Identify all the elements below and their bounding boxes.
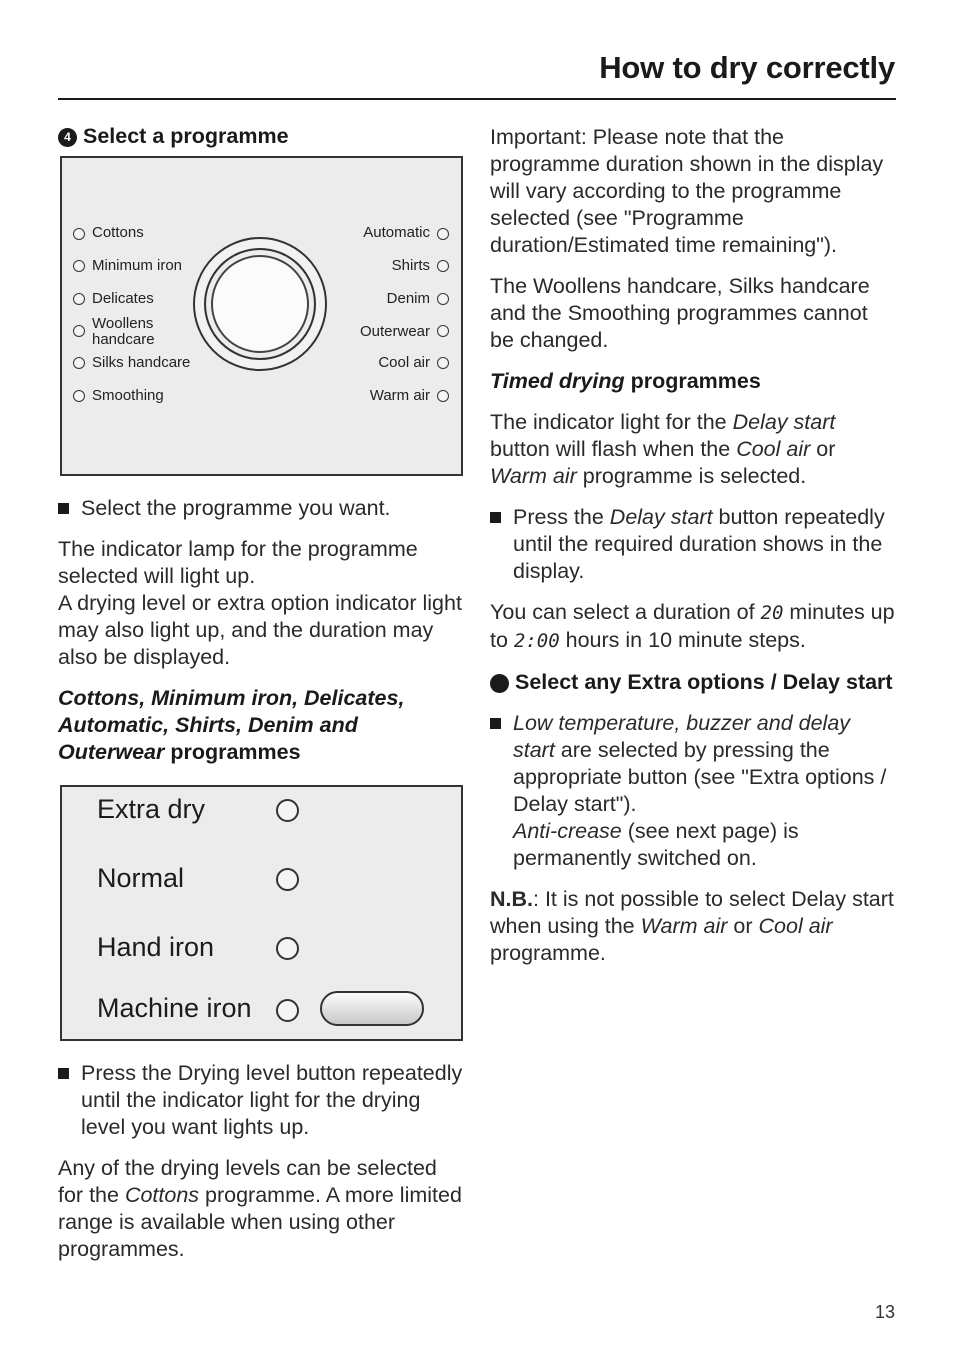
led-machine-iron bbox=[276, 999, 299, 1022]
display-2-00: 2:00 bbox=[513, 630, 560, 652]
programme-selector-panel bbox=[60, 156, 463, 476]
para-indicator-lamp: The indicator lamp for the programme selected will light up. bbox=[58, 537, 418, 588]
programme-label-delicates: Delicates bbox=[92, 290, 154, 307]
para-woollens: The Woollens handcare, Silks handcare and the Smoothing programmes cannot be changed. bbox=[490, 274, 870, 352]
programme-selector-dial[interactable] bbox=[193, 237, 327, 371]
drying-level-machine-iron: Machine iron bbox=[97, 993, 252, 1023]
step4-heading bbox=[58, 123, 463, 150]
step-number-badge: 4 bbox=[58, 128, 77, 147]
drying-level-extra-dry: Extra dry bbox=[97, 794, 206, 824]
led-warm-air bbox=[437, 390, 449, 402]
led-delicates bbox=[73, 293, 85, 305]
led-silks-handcare bbox=[73, 357, 85, 369]
drying-level-button[interactable] bbox=[320, 991, 424, 1026]
programme-label-smoothing: Smoothing bbox=[92, 387, 164, 404]
drying-level-hand-iron: Hand iron bbox=[97, 932, 215, 962]
led-shirts bbox=[437, 260, 449, 272]
led-woollens-handcare bbox=[73, 325, 85, 337]
led-minimum-iron bbox=[73, 260, 85, 272]
para-duration: You can select a duration of 20 minutes up to 2:00 hours in 10 minute steps. bbox=[490, 600, 895, 652]
led-automatic bbox=[437, 228, 449, 240]
programme-label-minimum-iron: Minimum iron bbox=[92, 257, 183, 274]
step5-title: Select any Extra options / Delay start bbox=[515, 670, 893, 694]
programme-label-automatic: Automatic bbox=[363, 224, 430, 241]
nb-label: N.B. bbox=[490, 887, 533, 911]
para-important: Important: Please note that the programme duration shown in the display will vary according to the programme selected (see "Programme duration/Estimated time remaining"). bbox=[490, 125, 884, 257]
left-body-1 bbox=[58, 495, 463, 766]
right-column bbox=[483, 124, 896, 967]
programme-label-cool-air: Cool air bbox=[378, 354, 430, 371]
para-drying-levels: Any of the drying levels can be selected for the Cottons programme. A more limited range is available when using other programmes. bbox=[58, 1156, 462, 1261]
drying-level-normal: Normal bbox=[97, 863, 185, 893]
programmes-heading: Cottons, Minimum iron, Delicates, Automatic, Shirts, Denim and Outerwear programmes bbox=[58, 686, 405, 764]
programmes-heading-italic: Cottons, Minimum iron, Delicates, Automatic, Shirts, Denim and Outerwear bbox=[58, 686, 405, 764]
left-body-2 bbox=[58, 1060, 463, 1263]
dial-knob bbox=[204, 248, 316, 360]
bullet-select-programme: Select the programme you want. bbox=[58, 495, 463, 522]
programme-label-woollens-handcare: Woollens handcare bbox=[92, 315, 155, 348]
step4-title: Select a programme bbox=[83, 124, 289, 148]
bullet-press-drying-level: Press the Drying level button repeatedly until the indicator light for the drying level you want lights up. bbox=[58, 1060, 463, 1141]
para-drying-level: A drying level or extra option indicator light may also light up, and the duration may also be displayed. bbox=[58, 591, 462, 669]
page-title: How to dry correctly bbox=[599, 50, 895, 85]
bullet-press-delay-start: Press the Delay start button repeatedly until the required duration shows in the display. bbox=[490, 504, 896, 585]
display-20: 20 bbox=[760, 602, 784, 624]
led-extra-dry bbox=[276, 799, 299, 822]
header-rule bbox=[58, 98, 896, 100]
led-normal bbox=[276, 868, 299, 891]
led-cottons bbox=[73, 228, 85, 240]
programme-label-silks-handcare: Silks handcare bbox=[92, 354, 191, 371]
step-number-badge: 5 bbox=[490, 674, 509, 693]
programme-label-shirts: Shirts bbox=[391, 257, 430, 274]
led-smoothing bbox=[73, 390, 85, 402]
led-cool-air bbox=[437, 357, 449, 369]
page-number: 13 bbox=[874, 1302, 895, 1322]
led-hand-iron bbox=[276, 937, 299, 960]
programme-label-cottons: Cottons bbox=[92, 224, 144, 241]
programme-label-outerwear: Outerwear bbox=[359, 323, 430, 340]
programme-label-denim: Denim bbox=[386, 290, 430, 307]
timed-drying-heading: Timed drying programmes bbox=[490, 369, 761, 393]
bullet-extra-options: Low temperature, buzzer and delay start are selected by pressing the appropriate button (see "Extra options / Delay start"). Anti-crease (see next page) is permanently switched on. bbox=[490, 710, 896, 872]
drying-level-panel bbox=[60, 785, 463, 1041]
para-timed-indicator: The indicator light for the Delay start button will flash when the Cool air or Warm air programme is selected. bbox=[490, 410, 836, 488]
programme-label-warm-air: Warm air bbox=[369, 387, 430, 404]
para-nb: N.B.: It is not possible to select Delay start when using the Warm air or Cool air programme. bbox=[490, 887, 894, 965]
step5-heading bbox=[483, 669, 896, 696]
led-denim bbox=[437, 293, 449, 305]
led-outerwear bbox=[437, 325, 449, 337]
